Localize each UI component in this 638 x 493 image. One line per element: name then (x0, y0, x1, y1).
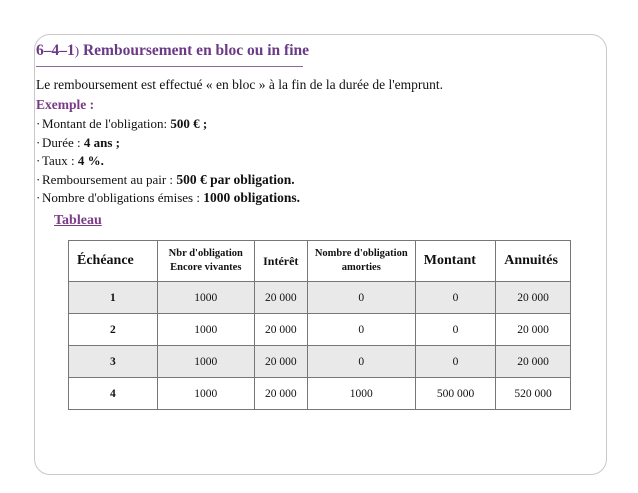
cell-amorties: 0 (307, 314, 415, 346)
bullet-value: 4 %. (77, 153, 104, 168)
cell-vivantes: 1000 (157, 314, 254, 346)
cell-annuites: 20 000 (496, 282, 571, 314)
bullet-value: 1000 obligations. (203, 190, 300, 205)
bullet-montant (36, 115, 300, 134)
bullet-value: 500 € ; (170, 116, 208, 131)
cell-vivantes: 1000 (157, 378, 254, 410)
bullet-value: 4 ans ; (83, 134, 120, 150)
bullet-label: Taux : (42, 153, 78, 168)
bullet-marker: · (36, 153, 41, 168)
bullet-duree (36, 134, 300, 153)
cell-annuites: 20 000 (496, 314, 571, 346)
bullet-marker: · (36, 190, 41, 205)
bullet-marker: · (36, 134, 41, 150)
bullet-nombre (36, 189, 300, 208)
table-row (69, 282, 571, 314)
header-vivantes-line1: Nbr d'obligation (168, 248, 243, 259)
title-text: Remboursement en bloc ou in fine (82, 42, 310, 59)
cell-interet: 20 000 (254, 378, 307, 410)
table-row (69, 378, 571, 410)
cell-montant: 0 (415, 282, 495, 314)
table-row (69, 314, 571, 346)
cell-annuites: 520 000 (496, 378, 571, 410)
table-header-row (69, 241, 571, 282)
bullet-label: Durée : (42, 134, 84, 150)
cell-annuites: 20 000 (496, 346, 571, 378)
cell-echeance: 1 (69, 282, 158, 314)
bullet-remboursement (36, 171, 300, 190)
bullet-label: Remboursement au pair : (42, 171, 177, 187)
cell-vivantes: 1000 (157, 346, 254, 378)
bullet-label: Montant de l'obligation: (42, 116, 171, 131)
slide-title (36, 42, 309, 60)
cell-vivantes: 1000 (157, 282, 254, 314)
cell-interet: 20 000 (254, 314, 307, 346)
header-amorties-line1: Nombre d'obligation (314, 248, 408, 259)
bullet-value: 500 € par obligation. (176, 171, 295, 187)
cell-amorties: 0 (307, 282, 415, 314)
cell-montant: 500 000 (415, 378, 495, 410)
header-amorties-line2: amorties (341, 262, 381, 273)
intro-text: Le remboursement est effectué « en bloc » à la fin de la durée de l'emprunt. (36, 77, 444, 92)
bullet-marker: · (36, 116, 41, 131)
example-heading: Exemple : (36, 97, 95, 112)
title-paren: ) (74, 43, 80, 58)
example-list (36, 115, 300, 208)
header-vivantes-line2: Encore vivantes (170, 262, 242, 273)
bullet-taux (36, 152, 300, 171)
table-row (69, 346, 571, 378)
header-montant: Montant (415, 241, 495, 282)
amortization-table (68, 240, 571, 410)
header-amorties (307, 241, 415, 282)
cell-amorties: 1000 (307, 378, 415, 410)
header-interet: Intérêt (254, 241, 307, 282)
cell-montant: 0 (415, 346, 495, 378)
header-vivantes (157, 241, 254, 282)
title-number: 6–4–1 (36, 42, 75, 59)
cell-montant: 0 (415, 314, 495, 346)
cell-echeance: 4 (69, 378, 158, 410)
header-annuites: Annuités (496, 241, 571, 282)
cell-interet: 20 000 (254, 346, 307, 378)
cell-echeance: 2 (69, 314, 158, 346)
bullet-label: Nombre d'obligations émises : (42, 190, 204, 205)
title-underline (36, 66, 303, 67)
cell-echeance: 3 (69, 346, 158, 378)
header-echeance: Échéance (69, 241, 158, 282)
bullet-marker: · (36, 171, 41, 187)
table-heading: Tableau (54, 213, 102, 228)
cell-interet: 20 000 (254, 282, 307, 314)
cell-amorties: 0 (307, 346, 415, 378)
